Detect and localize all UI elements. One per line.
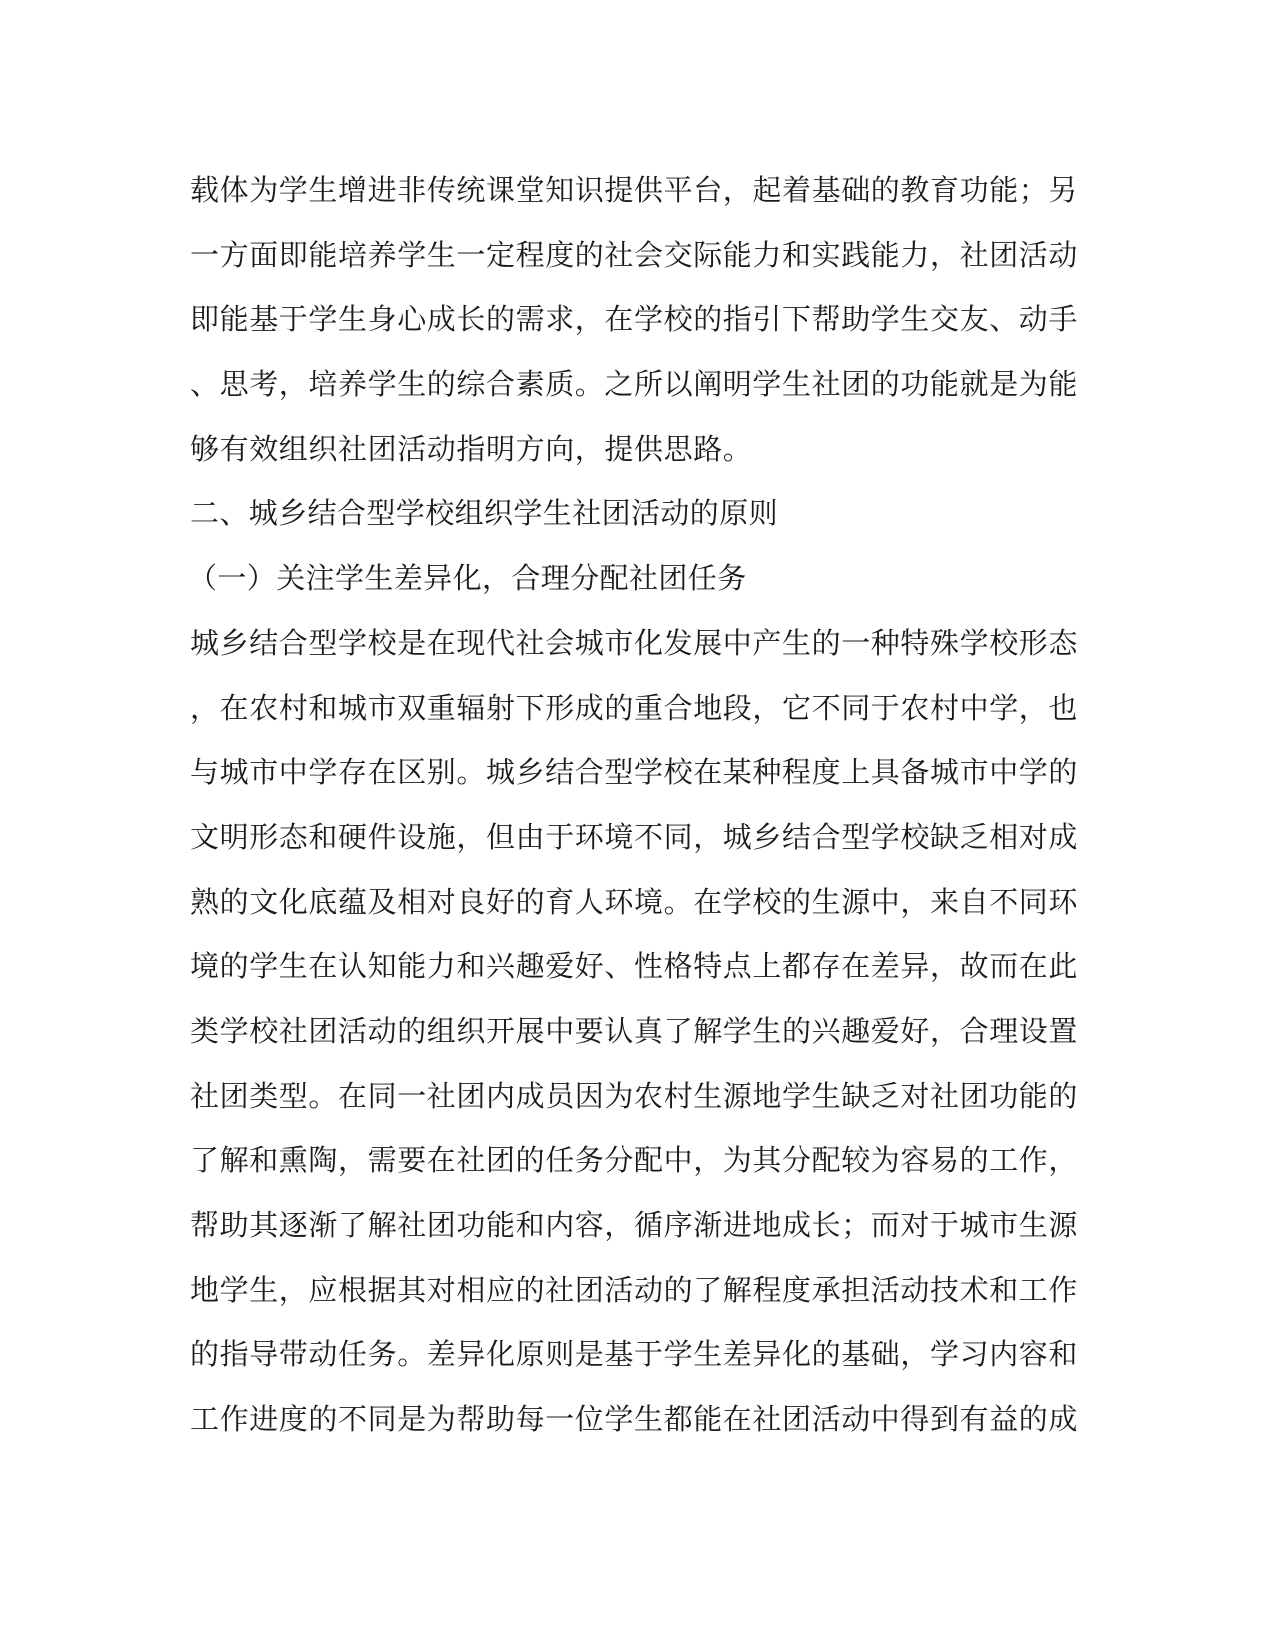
text-line: 够有效组织社团活动指明方向，提供思路。 <box>190 431 753 466</box>
text-line: 类学校社团活动的组织开展中要认真了解学生的兴趣爱好，合理设置 <box>190 1013 1079 1048</box>
text-line: 载体为学生增进非传统课堂知识提供平台，起着基础的教育功能；另 <box>190 173 1079 207</box>
text-line: 地学生，应根据其对相应的社团活动的了解程度承担活动技术和工作 <box>190 1272 1079 1307</box>
text-line: 一方面即能培养学生一定程度的社会交际能力和实践能力，社团活动 <box>190 237 1079 272</box>
text-line: 帮助其逐渐了解社团功能和内容，循序渐进地成长；而对于城市生源 <box>190 1208 1079 1242</box>
section-heading: 二、城乡结合型学校组织学生社团活动的原则 <box>190 496 779 531</box>
text-line: 工作进度的不同是为帮助每一位学生都能在社团活动中得到有益的成 <box>190 1402 1079 1437</box>
text-line: 境的学生在认知能力和兴趣爱好、性格特点上都存在差异，故而在此 <box>190 949 1079 984</box>
text-line: 了解和熏陶，需要在社团的任务分配中，为其分配较为容易的工作， <box>190 1143 1079 1178</box>
body-text <box>190 158 1090 1452</box>
subsection-heading: （一）关注学生差异化，合理分配社团任务 <box>188 561 747 596</box>
text-line: 、思考，培养学生的综合素质。之所以阐明学生社团的功能就是为能 <box>190 367 1079 402</box>
text-line: ，在农村和城市双重辐射下形成的重合地段，它不同于农村中学，也 <box>190 690 1079 725</box>
text-line: 的指导带动任务。差异化原则是基于学生差异化的基础，学习内容和 <box>190 1337 1079 1372</box>
text-line: 即能基于学生身心成长的需求，在学校的指引下帮助学生交友、动手 <box>190 302 1079 337</box>
text-line: 熟的文化底蕴及相对良好的育人环境。在学校的生源中，来自不同环 <box>190 884 1079 919</box>
text-line: 城乡结合型学校是在现代社会城市化发展中产生的一种特殊学校形态 <box>190 625 1079 660</box>
text-line: 社团类型。在同一社团内成员因为农村生源地学生缺乏对社团功能的 <box>190 1078 1079 1113</box>
text-line: 文明形态和硬件设施，但由于环境不同，城乡结合型学校缺乏相对成 <box>190 819 1079 854</box>
text-line: 与城市中学存在区别。城乡结合型学校在某种程度上具备城市中学的 <box>190 755 1079 790</box>
